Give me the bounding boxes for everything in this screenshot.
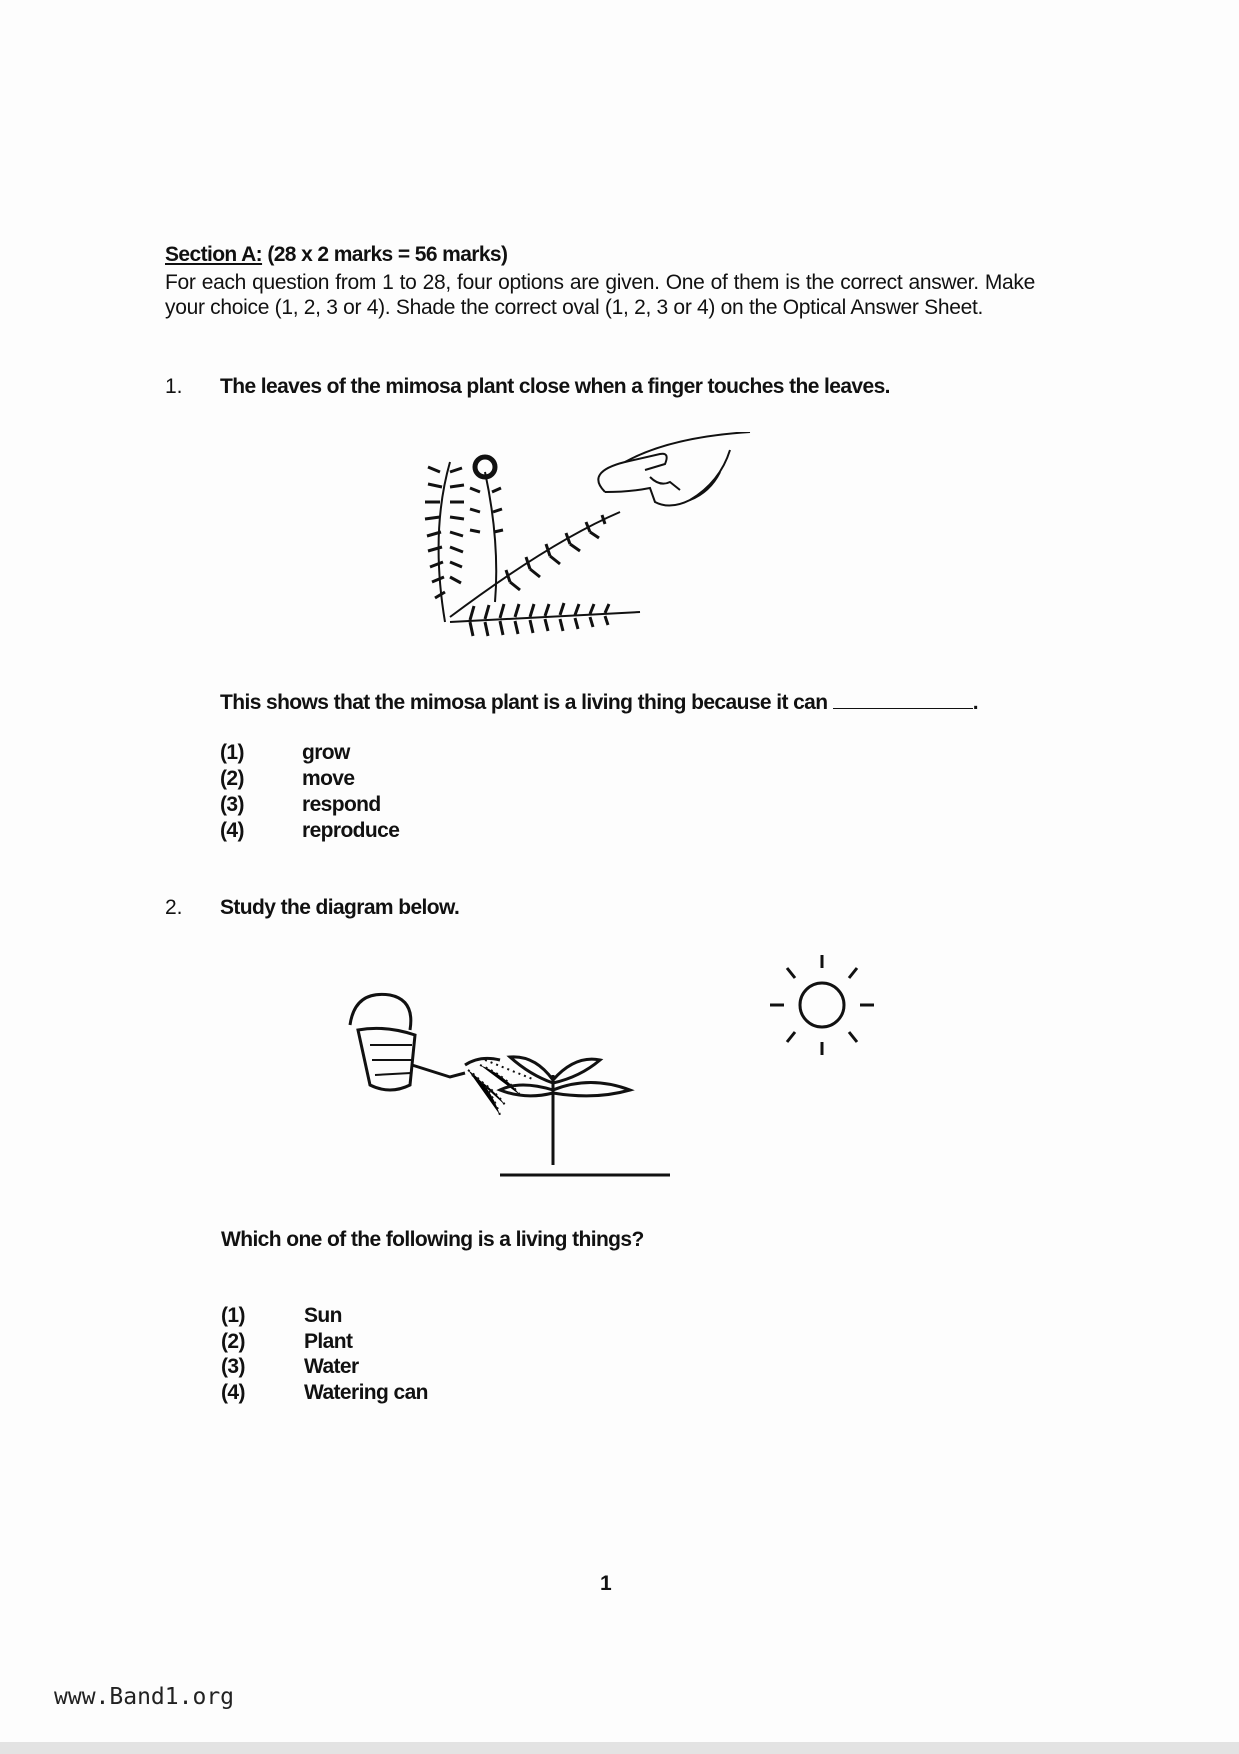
q1-option-1-label: grow [302, 741, 350, 764]
section-heading [165, 242, 507, 268]
answer-blank [833, 690, 973, 709]
page-number: 1 [600, 1572, 612, 1595]
question-2-number: 2. [165, 896, 183, 919]
q1-option-4-label: reproduce [302, 819, 400, 842]
question-1-stem-end: . [972, 691, 978, 714]
q1-option-4-num: (4) [220, 819, 244, 842]
q1-option-2-num: (2) [220, 767, 244, 790]
section-marks: (28 x 2 marks = 56 marks) [267, 243, 508, 266]
q1-option-1-num: (1) [220, 741, 244, 764]
mimosa-finger-illustration [410, 432, 815, 654]
section-title: Section A: [165, 243, 263, 266]
q2-option-2-label: Plant [304, 1330, 353, 1353]
question-1-text: The leaves of the mimosa plant close when a finger touches the leaves. [220, 375, 890, 398]
question-2-text: Study the diagram below. [220, 896, 460, 919]
q2-option-3-num: (3) [221, 1355, 245, 1378]
footer-url: www.Band1.org [54, 1684, 235, 1710]
q2-option-3-label: Water [304, 1355, 359, 1378]
sun-icon [762, 950, 882, 1060]
q2-option-1-label: Sun [304, 1304, 342, 1327]
q2-option-4-num: (4) [221, 1381, 245, 1404]
q2-option-1-num: (1) [221, 1304, 245, 1327]
question-2-stem: Which one of the following is a living things? [221, 1228, 644, 1251]
question-1-stem-text: This shows that the mimosa plant is a living thing because it can [220, 691, 828, 714]
question-1-stem [220, 690, 978, 716]
q2-option-4-label: Watering can [304, 1381, 428, 1404]
question-1-number: 1. [165, 375, 183, 398]
q1-option-2-label: move [302, 767, 355, 790]
q2-option-2-num: (2) [221, 1330, 245, 1353]
watering-can-plant-illustration [340, 985, 745, 1190]
q1-option-3-num: (3) [220, 793, 244, 816]
q1-option-3-label: respond [302, 793, 381, 816]
section-instructions: For each question from 1 to 28, four options are given. One of them is the correct answer. Make your choice (1, 2, 3 or 4). Shade the correct oval (1, 2, 3 or 4) on the Optical Answer Sheet. [165, 271, 1035, 319]
scan-edge [0, 1742, 1239, 1754]
